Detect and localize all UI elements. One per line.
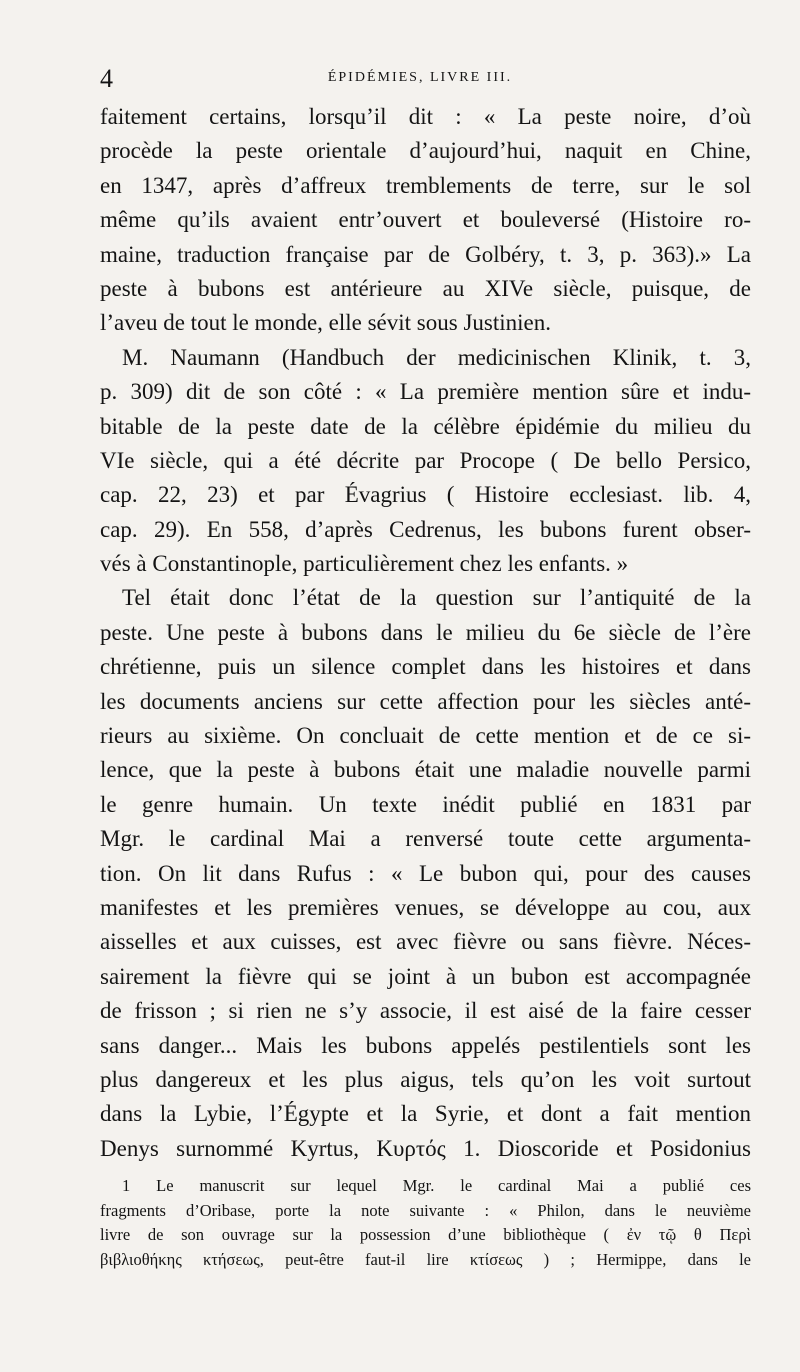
- footnote-line: livre de son ouvrage sur la possession d’une bibliothèque ( ἐν τῷ θ Περὶ: [100, 1225, 751, 1244]
- text-line: faitement certains, lorsqu’il dit : « La peste noire, d’où: [100, 104, 751, 129]
- text-line: l’aveu de tout le monde, elle sévit sous Justinien.: [100, 310, 551, 336]
- text-line: en 1347, après d’affreux tremblements de terre, sur le sol: [100, 172, 751, 198]
- text-line: de frisson ; si rien ne s’y associe, il est aisé de la faire cesser: [100, 998, 751, 1024]
- text-line: cap. 22, 23) et par Évagrius ( Histoire ecclesiast. lib. 4,: [100, 482, 751, 508]
- footnote-line: βιβλιοθήκης κτήσεως, peut-être faut-il lire κτίσεως ) ; Hermippe, dans le: [100, 1249, 751, 1269]
- footnotes: [100, 1174, 751, 1272]
- text-line: vés à Constantinople, particulièrement chez les enfants. »: [100, 551, 629, 577]
- text-line: peste. Une peste à bubons dans le milieu du 6e siècle de l’ère: [100, 619, 751, 645]
- text-line: lence, que la peste à bubons était une maladie nouvelle parmi: [100, 757, 751, 783]
- page-header: [100, 64, 740, 94]
- text-line: Mgr. le cardinal Mai a renversé toute cette argumenta-: [100, 826, 751, 852]
- text-line: aisselles et aux cuisses, est avec fièvre ou sans fièvre. Néces-: [100, 929, 751, 955]
- footnote-line: fragments d’Oribase, porte la note suivante : « Philon, dans le neuvième: [100, 1200, 751, 1220]
- text-line: p. 309) dit de son côté : « La première mention sûre et indu-: [100, 379, 751, 405]
- text-line: les documents anciens sur cette affection pour les siècles anté-: [100, 688, 751, 714]
- text-line: tion. On lit dans Rufus : « Le bubon qui, pour des causes: [100, 860, 751, 886]
- text-line: peste à bubons est antérieure au XIVe siècle, puisque, de: [100, 275, 751, 301]
- text-line: cap. 29). En 558, d’après Cedrenus, les bubons furent obser-: [100, 516, 751, 542]
- text-line: le genre humain. Un texte inédit publié en 1831 par: [100, 791, 751, 817]
- running-head: ÉPIDÉMIES, LIVRE III.: [327, 70, 513, 85]
- text-line: M. Naumann (Handbuch der medicinischen Klinik, t. 3,: [122, 344, 751, 370]
- text-line: rieurs au sixième. On concluait de cette mention et de ce si-: [100, 723, 751, 749]
- page-number: 4: [100, 64, 113, 93]
- text-line: bitable de la peste date de la célèbre épidémie du milieu du: [100, 413, 751, 439]
- text-line: procède la peste orientale d’aujourd’hui, naquit en Chine,: [100, 138, 751, 164]
- text-line: Denys surnommé Kyrtus, Κυρτός 1. Dioscoride et Posidonius: [100, 1135, 751, 1161]
- body-text: [100, 100, 751, 1166]
- footnote-line: 1 Le manuscrit sur lequel Mgr. le cardinal Mai a publié ces: [122, 1176, 751, 1195]
- text-line: Tel était donc l’état de la question sur l’antiquité de la: [122, 585, 751, 611]
- text-line: maine, traduction française par de Golbéry, t. 3, p. 363).» La: [100, 241, 751, 267]
- text-line: manifestes et les premières venues, se développe au cou, aux: [100, 894, 751, 920]
- text-line: plus dangereux et les plus aigus, tels qu’on les voit surtout: [100, 1066, 751, 1092]
- text-line: chrétienne, puis un silence complet dans les histoires et dans: [100, 654, 751, 680]
- text-line: sairement la fièvre qui se joint à un bubon est accompagnée: [100, 963, 751, 989]
- text-line: même qu’ils avaient entr’ouvert et bouleversé (Histoire ro-: [100, 207, 751, 233]
- text-line: dans la Lybie, l’Égypte et la Syrie, et dont a fait mention: [100, 1101, 751, 1127]
- text-line: VIe siècle, qui a été décrite par Procope ( De bello Persico,: [100, 447, 751, 473]
- text-line: sans danger... Mais les bubons appelés pestilentiels sont les: [100, 1032, 751, 1058]
